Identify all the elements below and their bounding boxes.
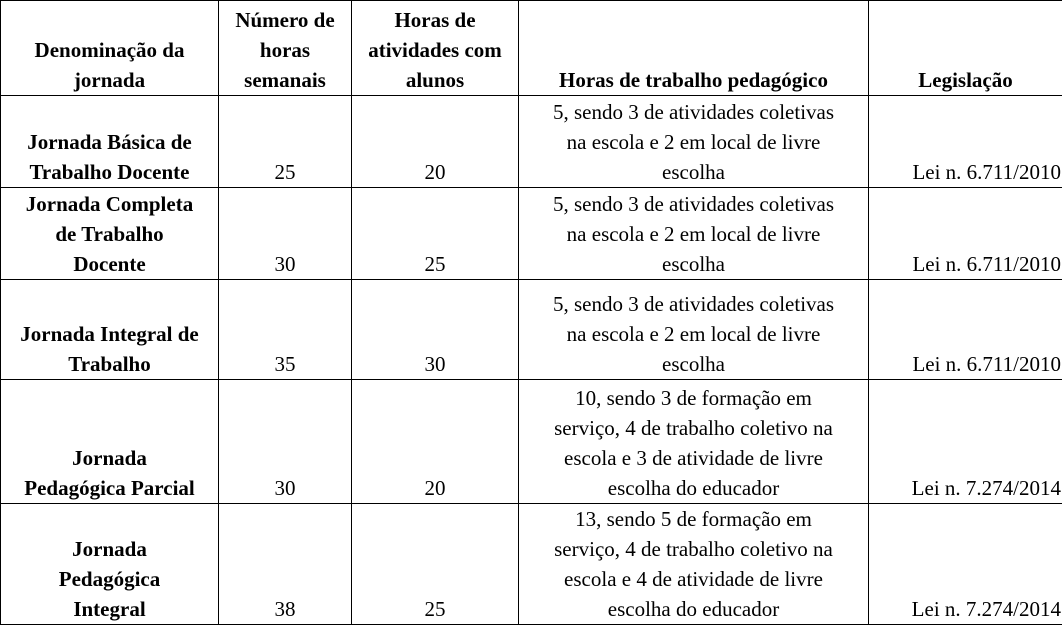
pedagogical-cell xyxy=(519,280,869,380)
row-name-line: Integral xyxy=(3,594,216,624)
pedagogical-line: 5, sendo 3 de atividades coletivas xyxy=(525,97,862,127)
table-row xyxy=(1,188,1062,280)
row-name-cell xyxy=(1,280,219,380)
law-cell: Lei n. 7.274/2014 xyxy=(869,380,1062,504)
row-name-line: Jornada Completa xyxy=(3,189,216,219)
header-line: jornada xyxy=(3,65,216,95)
law-cell: Lei n. 6.711/2010 xyxy=(869,280,1062,380)
pedagogical-cell xyxy=(519,188,869,280)
pedagogical-line: na escola e 2 em local de livre xyxy=(525,319,862,349)
table-row xyxy=(1,280,1062,380)
pedagogical-line: escola e 4 de atividade de livre xyxy=(525,564,862,594)
header-row xyxy=(1,1,1062,96)
table-row xyxy=(1,96,1062,188)
header-line: Número de xyxy=(221,5,349,35)
header-line: alunos xyxy=(354,65,516,95)
row-name-line: Jornada xyxy=(3,443,216,473)
student-hours-cell: 20 xyxy=(352,96,519,188)
header-line: atividades com xyxy=(354,35,516,65)
pedagogical-line: escolha do educador xyxy=(525,473,862,503)
header-legislacao xyxy=(869,1,1062,96)
law-cell: Lei n. 7.274/2014 xyxy=(869,504,1062,625)
row-name-cell xyxy=(1,188,219,280)
student-hours-cell: 25 xyxy=(352,504,519,625)
pedagogical-line: 10, sendo 3 de formação em xyxy=(525,383,862,413)
pedagogical-line: serviço, 4 de trabalho coletivo na xyxy=(525,534,862,564)
pedagogical-line: na escola e 2 em local de livre xyxy=(525,127,862,157)
pedagogical-cell xyxy=(519,380,869,504)
row-name-line: de Trabalho xyxy=(3,219,216,249)
weekly-hours-cell: 38 xyxy=(219,504,352,625)
row-name-line: Trabalho xyxy=(3,349,216,379)
row-name-line: Docente xyxy=(3,249,216,279)
table-row xyxy=(1,380,1062,504)
pedagogical-line: escola e 3 de atividade de livre xyxy=(525,443,862,473)
pedagogical-line: na escola e 2 em local de livre xyxy=(525,219,862,249)
pedagogical-line: 13, sendo 5 de formação em xyxy=(525,504,862,534)
weekly-hours-cell: 30 xyxy=(219,188,352,280)
row-name-line: Pedagógica xyxy=(3,564,216,594)
pedagogical-line: 5, sendo 3 de atividades coletivas xyxy=(525,289,862,319)
header-horas-pedagogico xyxy=(519,1,869,96)
row-name-line: Jornada Básica de xyxy=(3,127,216,157)
table-row xyxy=(1,504,1062,625)
header-horas-alunos xyxy=(352,1,519,96)
row-name-line: Jornada Integral de xyxy=(3,319,216,349)
header-line: semanais xyxy=(221,65,349,95)
pedagogical-cell xyxy=(519,96,869,188)
pedagogical-line: escolha xyxy=(525,249,862,279)
header-line: Legislação xyxy=(871,65,1060,95)
pedagogical-line: escolha xyxy=(525,349,862,379)
student-hours-cell: 20 xyxy=(352,380,519,504)
header-denominacao xyxy=(1,1,219,96)
pedagogical-cell xyxy=(519,504,869,625)
pedagogical-line: escolha xyxy=(525,157,862,187)
student-hours-cell: 25 xyxy=(352,188,519,280)
student-hours-cell: 30 xyxy=(352,280,519,380)
header-line: horas xyxy=(221,35,349,65)
row-name-cell xyxy=(1,504,219,625)
pedagogical-line: 5, sendo 3 de atividades coletivas xyxy=(525,189,862,219)
law-cell: Lei n. 6.711/2010 xyxy=(869,188,1062,280)
row-name-line: Trabalho Docente xyxy=(3,157,216,187)
row-name-cell xyxy=(1,96,219,188)
weekly-hours-cell: 30 xyxy=(219,380,352,504)
header-line: Denominação da xyxy=(3,35,216,65)
pedagogical-line: serviço, 4 de trabalho coletivo na xyxy=(525,413,862,443)
row-name-line: Jornada xyxy=(3,534,216,564)
weekly-hours-cell: 35 xyxy=(219,280,352,380)
row-name-cell xyxy=(1,380,219,504)
pedagogical-line: escolha do educador xyxy=(525,594,862,624)
header-horas-semanais xyxy=(219,1,352,96)
header-line: Horas de trabalho pedagógico xyxy=(521,65,866,95)
weekly-hours-cell: 25 xyxy=(219,96,352,188)
row-name-line: Pedagógica Parcial xyxy=(3,473,216,503)
header-line: Horas de xyxy=(354,5,516,35)
law-cell: Lei n. 6.711/2010 xyxy=(869,96,1062,188)
